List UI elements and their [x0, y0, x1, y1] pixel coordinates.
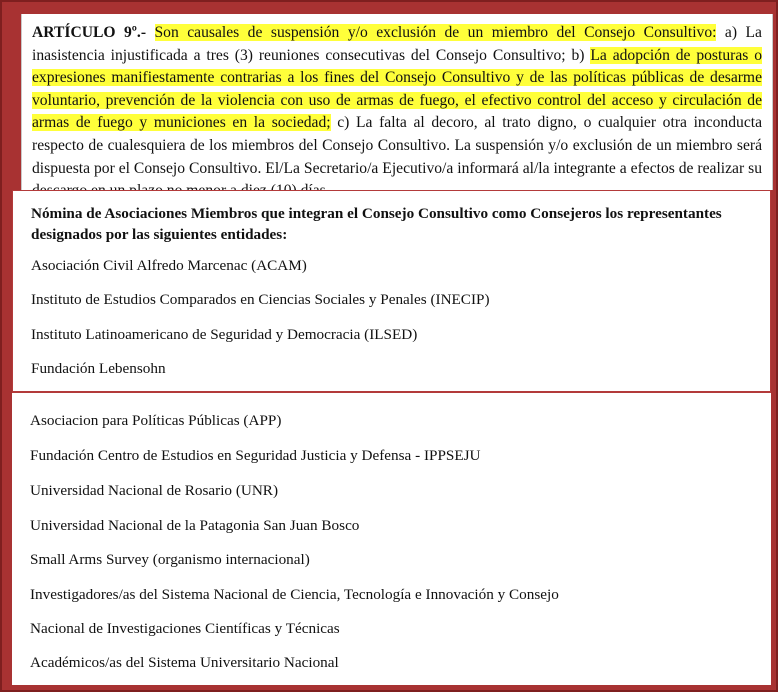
list-item: Universidad Nacional de la Patagonia San Juan Bosco — [30, 517, 360, 534]
list-item: Nacional de Investigaciones Científicas y Técnicas — [30, 620, 340, 637]
article-9-paragraph — [32, 22, 762, 203]
list-item: Asociacion para Políticas Públicas (APP) — [30, 412, 282, 429]
list-item: Instituto Latinoamericano de Seguridad y Democracia (ILSED) — [31, 326, 418, 343]
list-item: Instituto de Estudios Comparados en Ciencias Sociales y Penales (INECIP) — [31, 291, 490, 308]
article-panel — [21, 14, 773, 190]
list-item: Small Arms Survey (organismo internacional) — [30, 551, 310, 568]
list-item: Asociación Civil Alfredo Marcenac (ACAM) — [31, 257, 307, 274]
highlighted-text-posturas: La adopción de posturas o expresiones manifiestamente contrarias a los fines del Consejo Consultivo y de las políticas públicas de desarme voluntario, prevención de la violencia con uso de armas de fuego, el efectivo control del acceso y circulación de armas de fuego y municiones en la sociedad; — [32, 46, 762, 132]
article-text: a) La inasistencia injustificada a tres (3) reuniones consecutivas del Consejo Consultivo; b) — [32, 24, 762, 64]
list-item: Fundación Centro de Estudios en Seguridad Justicia y Defensa - IPPSEJU — [30, 447, 481, 464]
list-item: Investigadores/as del Sistema Nacional de Ciencia, Tecnología e Innovación y Consejo — [30, 586, 559, 603]
article-label: ARTÍCULO 9º.- — [32, 24, 147, 41]
list-item: Académicos/as del Sistema Universitario Nacional — [30, 654, 339, 671]
members-list-panel — [12, 190, 771, 392]
list-item: Fundación Lebensohn — [31, 360, 166, 377]
list-item: Universidad Nacional de Rosario (UNR) — [30, 482, 278, 499]
members-heading: Nómina de Asociaciones Miembros que integran el Consejo Consultivo como Consejeros los representantes designados por las siguientes entidades: — [31, 205, 722, 243]
highlighted-text-causales: Son causales de suspensión y/o exclusión de un miembro del Consejo Consultivo: — [154, 24, 717, 41]
article-text-continued: c) La falta al decoro, al trato digno, o cualquier otra inconducta respecto de cualesquiera de los miembros del Consejo Consultivo. La suspensión y/o exclusión de un miembro será dispuesta por el Consejo Consultivo. El/La Secretario/a Ejecutivo/a informará al/la integrante a efectos de realizar su — [32, 114, 762, 177]
members-list-continued-panel — [12, 392, 771, 685]
